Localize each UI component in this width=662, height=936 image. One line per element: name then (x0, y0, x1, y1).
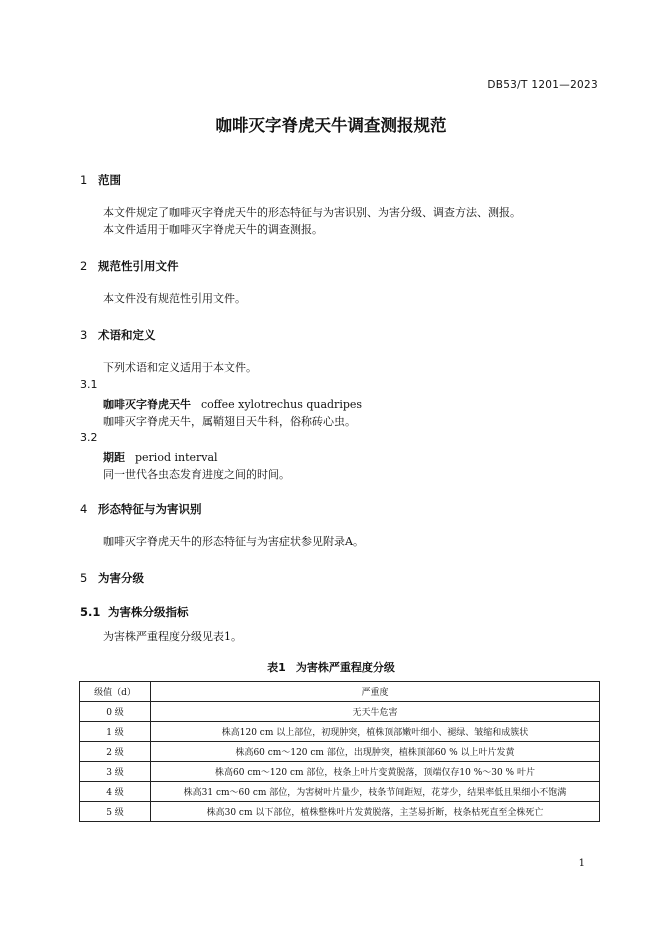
section-title: 为害分级 (98, 571, 144, 585)
term-chinese: 期距 (103, 451, 125, 464)
table-row (80, 722, 600, 742)
severity-cell: 株高60 cm～120 cm 部位，出现肿突，植株顶部60 % 以上叶片发黄 (151, 742, 600, 762)
document-title: 咖啡灭字脊虎天牛调查测报规范 (215, 116, 447, 135)
section-title: 范围 (98, 173, 121, 187)
severity-cell: 株高30 cm 以下部位，植株整株叶片发黄脱落，主茎易折断，枝条枯死直至全株死亡 (151, 802, 600, 822)
term-3-2-number: 3.2 (80, 431, 98, 444)
section-title: 为害株分级指标 (108, 605, 189, 619)
section-number: 2 (80, 259, 88, 273)
severity-cell: 株高60 cm～120 cm 部位，枝条上叶片变黄脱落，顶端仅存10 %～30 % 叶片 (151, 762, 600, 782)
table-caption (0, 659, 662, 675)
term-english: period interval (135, 451, 218, 464)
severity-grade-table (79, 681, 600, 822)
table-row (80, 762, 600, 782)
section-3-heading (80, 327, 156, 343)
severity-cell: 无天牛危害 (151, 702, 600, 722)
section-title: 规范性引用文件 (98, 259, 179, 273)
grade-cell: 0 级 (80, 702, 151, 722)
table-caption-title: 为害株严重程度分级 (295, 661, 395, 674)
page-number: 1 (578, 858, 585, 869)
term-3-2-definition: 同一世代各虫态发育进度之间的时间。 (103, 468, 290, 481)
grade-cell: 1 级 (80, 722, 151, 742)
section-1-paragraph-2: 本文件适用于咖啡灭字脊虎天牛的调查测报。 (103, 223, 323, 236)
table-row (80, 782, 600, 802)
table-header-severity: 严重度 (151, 682, 600, 702)
section-number: 3 (80, 328, 88, 342)
term-3-1-definition: 咖啡灭字脊虎天牛，属鞘翅目天牛科，俗称砖心虫。 (103, 415, 356, 428)
section-2-paragraph-1: 本文件没有规范性引用文件。 (103, 292, 246, 305)
table-row (80, 742, 600, 762)
table-header-row (80, 682, 600, 702)
table-row (80, 802, 600, 822)
severity-cell: 株高31 cm～60 cm 部位，为害树叶片量少，枝条节间距短，花芽少，结果率低且果细小不饱满 (151, 782, 600, 802)
section-5-heading (80, 570, 144, 586)
section-2-heading (80, 258, 179, 274)
grade-cell: 2 级 (80, 742, 151, 762)
section-3-paragraph-1: 下列术语和定义适用于本文件。 (103, 361, 257, 374)
section-1-paragraph-1: 本文件规定了咖啡灭字脊虎天牛的形态特征与为害识别、为害分级、调查方法、测报。 (103, 206, 521, 219)
term-3-1 (103, 396, 362, 412)
section-number: 5 (80, 571, 88, 585)
grade-cell: 5 级 (80, 802, 151, 822)
section-1-heading (80, 172, 121, 188)
table-row (80, 702, 600, 722)
term-3-1-number: 3.1 (80, 378, 98, 391)
standard-code: DB53/T 1201—2023 (487, 79, 598, 91)
section-number: 5.1 (80, 605, 101, 619)
section-5-1-heading (80, 604, 189, 620)
term-english: coffee xylotrechus quadripes (201, 398, 363, 411)
section-4-paragraph-1: 咖啡灭字脊虎天牛的形态特征与为害症状参见附录A。 (103, 535, 364, 548)
section-5-1-paragraph-1: 为害株严重程度分级见表1。 (103, 630, 242, 643)
table-caption-number: 表1 (267, 661, 286, 674)
table-header-grade: 级值（d） (80, 682, 151, 702)
section-title: 形态特征与为害识别 (98, 502, 202, 516)
term-chinese: 咖啡灭字脊虎天牛 (103, 398, 191, 411)
term-3-2 (103, 449, 218, 465)
section-4-heading (80, 501, 202, 517)
severity-cell: 株高120 cm 以上部位，初现肿突，植株顶部嫩叶细小、褪绿、皱缩和成簇状 (151, 722, 600, 742)
grade-cell: 4 级 (80, 782, 151, 802)
section-number: 4 (80, 502, 88, 516)
section-title: 术语和定义 (98, 328, 156, 342)
section-number: 1 (80, 173, 88, 187)
grade-cell: 3 级 (80, 762, 151, 782)
